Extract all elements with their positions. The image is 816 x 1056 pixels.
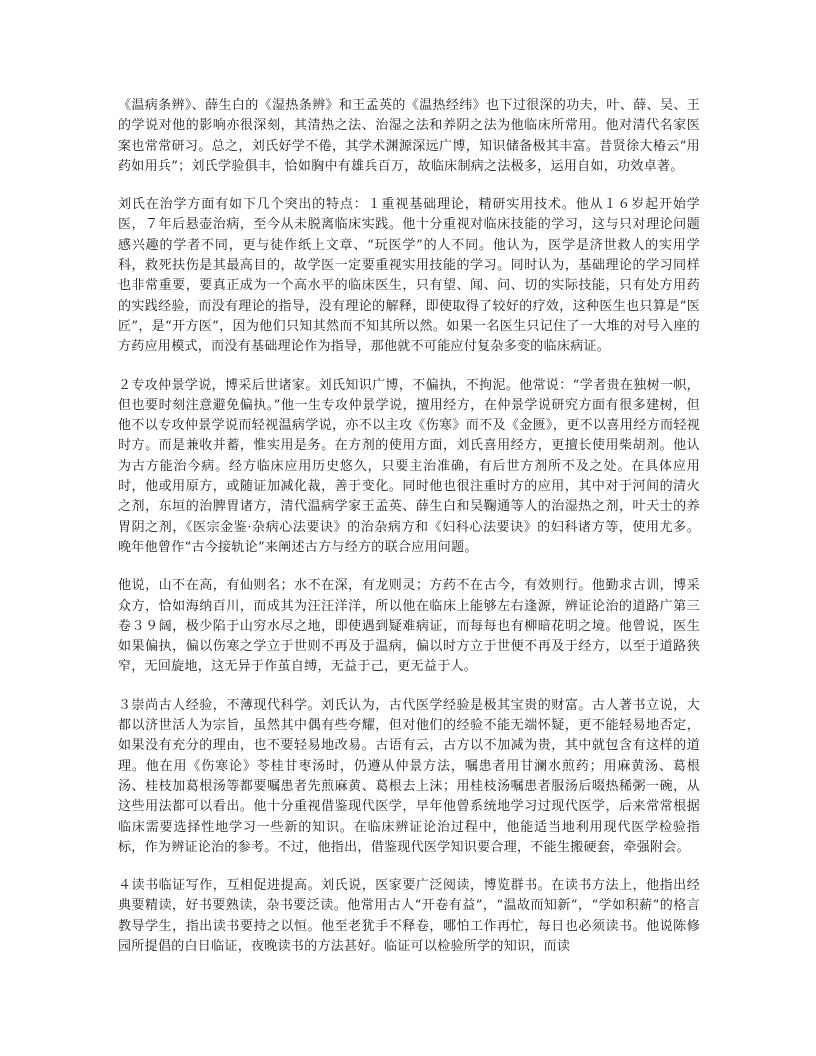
document-page xyxy=(118,96,700,957)
paragraph-gap xyxy=(118,558,700,576)
paragraph-ancient-experience: ３崇尚古人经验，不薄现代科学。刘氏认为，古代医学经验是极其宝贵的财富。古人著书立说，大都以济世活人为宗旨，虽然其中偶有些夸耀，但对他们的经验不能无端怀疑，更不能轻易地否定，如果没有充分的理由，也不要轻易地改易。古语有云，古方以不加减为贵，其中就包含有这样的道理。他在用《伤寒论》苓桂甘枣汤时，仍遵从仲景方法，嘱患者用甘澜水煎药；用麻黄汤、葛根汤、桂枝加葛根汤等都要嘱患者先煎麻黄、葛根去上沫；用桂枝汤嘱患者服汤后啜热稀粥一碗，从这些用法都可以看出。他十分重视借鉴现代医学，早年他曾系统地学习过现代医学，后来常常根据临床需要选择性地学习一些新的知识。在临床辨证论治过程中，他能适当地利用现代医学检验指标，作为辨证论治的参考。不过，他指出，借鉴现代医学知识要合理，不能生搬硬套，牵强附会。 xyxy=(118,697,700,855)
paragraph-zhongjing-theory: ２专攻仲景学说，博采后世诸家。刘氏知识广博，不偏执，不拘泥。他常说：“学者贵在独树一帜，但也要时刻注意避免偏执。”他一生专攻仲景学说，擅用经方，在仲景学说研究方面有很多建树，但他不以专攻仲景学说而轻视温病学说，亦不以主攻《伤寒》而不及《金匮》，更不以喜用经方而轻视时方。而是兼收并蓄，惟实用是务。在方剂的使用方面，刘氏喜用经方，更擅长使用柴胡剂。他认为古方能治今病。经方临床应用历史悠久，只要主治准确，有后世方剂所不及之处。在具体应用时，他或用原方，或随证加减化裁，善于变化。同时他也很注重时方的应用，其中对于河间的清火之剂，东垣的治脾胃诸方，清代温病学家王孟英、薛生白和吴鞠通等人的治湿热之剂，叶天士的养胃阴之剂，《医宗金鉴·杂病心法要诀》的治杂病方和《妇科心法要诀》的妇科诸方等，使用尤多。晚年他曾作“古今接轨论”来阐述古方与经方的联合应用问题。 xyxy=(118,377,700,555)
paragraph-gap xyxy=(118,358,700,376)
paragraph-classics-study: 《温病条辨》、薛生白的《湿热条辨》和王孟英的《温热经纬》也下过很深的功夫，叶、薛、吴、王的学说对他的影响亦很深刻，其清热之法、治湿之法和养阴之法为他临床所常用。他对清代名家医案也常常研习。总之，刘氏好学不倦，其学术渊源深远广博，知识储备极其丰富。昔贤徐大椿云“用药如用兵”；刘氏学验俱丰，恰如胸中有雄兵百万，故临床制病之法极多，运用自如，功效卓著。 xyxy=(118,98,700,174)
paragraph-mountain-analogy: 他说，山不在高，有仙则名；水不在深，有龙则灵；方药不在古今，有效则行。他勤求古训，博采众方，恰如海纳百川，而成其为汪汪洋洋，所以他在临床上能够左右逢源，辨证论治的道路广第三卷３９阔，极少陷于山穷水尽之地，即使遇到疑难病证，而每每也有柳暗花明之境。他曾说，医生如果偏执，偏以伤寒之学立于世则不再及于温病，偏以时方立于世便不再及于经方，以至于道路狭窄，无回旋地，这无异于作茧自缚，无益于己，更无益于人。 xyxy=(118,578,700,675)
paragraph-gap xyxy=(118,858,700,876)
paragraph-gap xyxy=(118,177,700,195)
paragraph-study-characteristics: 刘氏在治学方面有如下几个突出的特点：１重视基础理论，精研实用技术。他从１６岁起开始学医，７年后悬壶治病，至今从未脱离临床实践。他十分重视对临床技能的学习，这与只对理论问题感兴趣的学者不同，更与徒作纸上文章、“玩医学”的人不同。他认为，医学是济世救人的实用学科，救死扶伤是其最高目的，故学医一定要重视实用技能的学习。同时认为，基础理论的学习同样也非常重要，要真正成为一个高水平的临床医生，只有望、闻、问、切的实际技能，只有处方用药的实践经验，而没有理论的指导，没有理论的解释，即使取得了较好的疗效，这种医生也只算是“医匠”，是“开方医”，因为他们只知其然而不知其所以然。如果一名医生只记住了一大堆的对号入座的方药应用模式，而没有基础理论作为指导，那他就不可能应付复杂多变的临床病证。 xyxy=(118,197,700,355)
paragraph-reading-practice: ４读书临证写作，互相促进提高。刘氏说，医家要广泛阅读，博览群书。在读书方法上，他指出经典要精读，好书要熟读，杂书要泛读。他常用古人“开卷有益”，“温故而知新”，“学如积薪”的格言教导学生，指出读书要持之以恒。他至老犹手不释卷，哪怕工作再忙，每日也必须读书。他说陈修园所提倡的白日临证，夜晚读书的方法甚好。临证可以检验所学的知识，而读 xyxy=(118,878,700,954)
paragraph-gap xyxy=(118,678,700,696)
